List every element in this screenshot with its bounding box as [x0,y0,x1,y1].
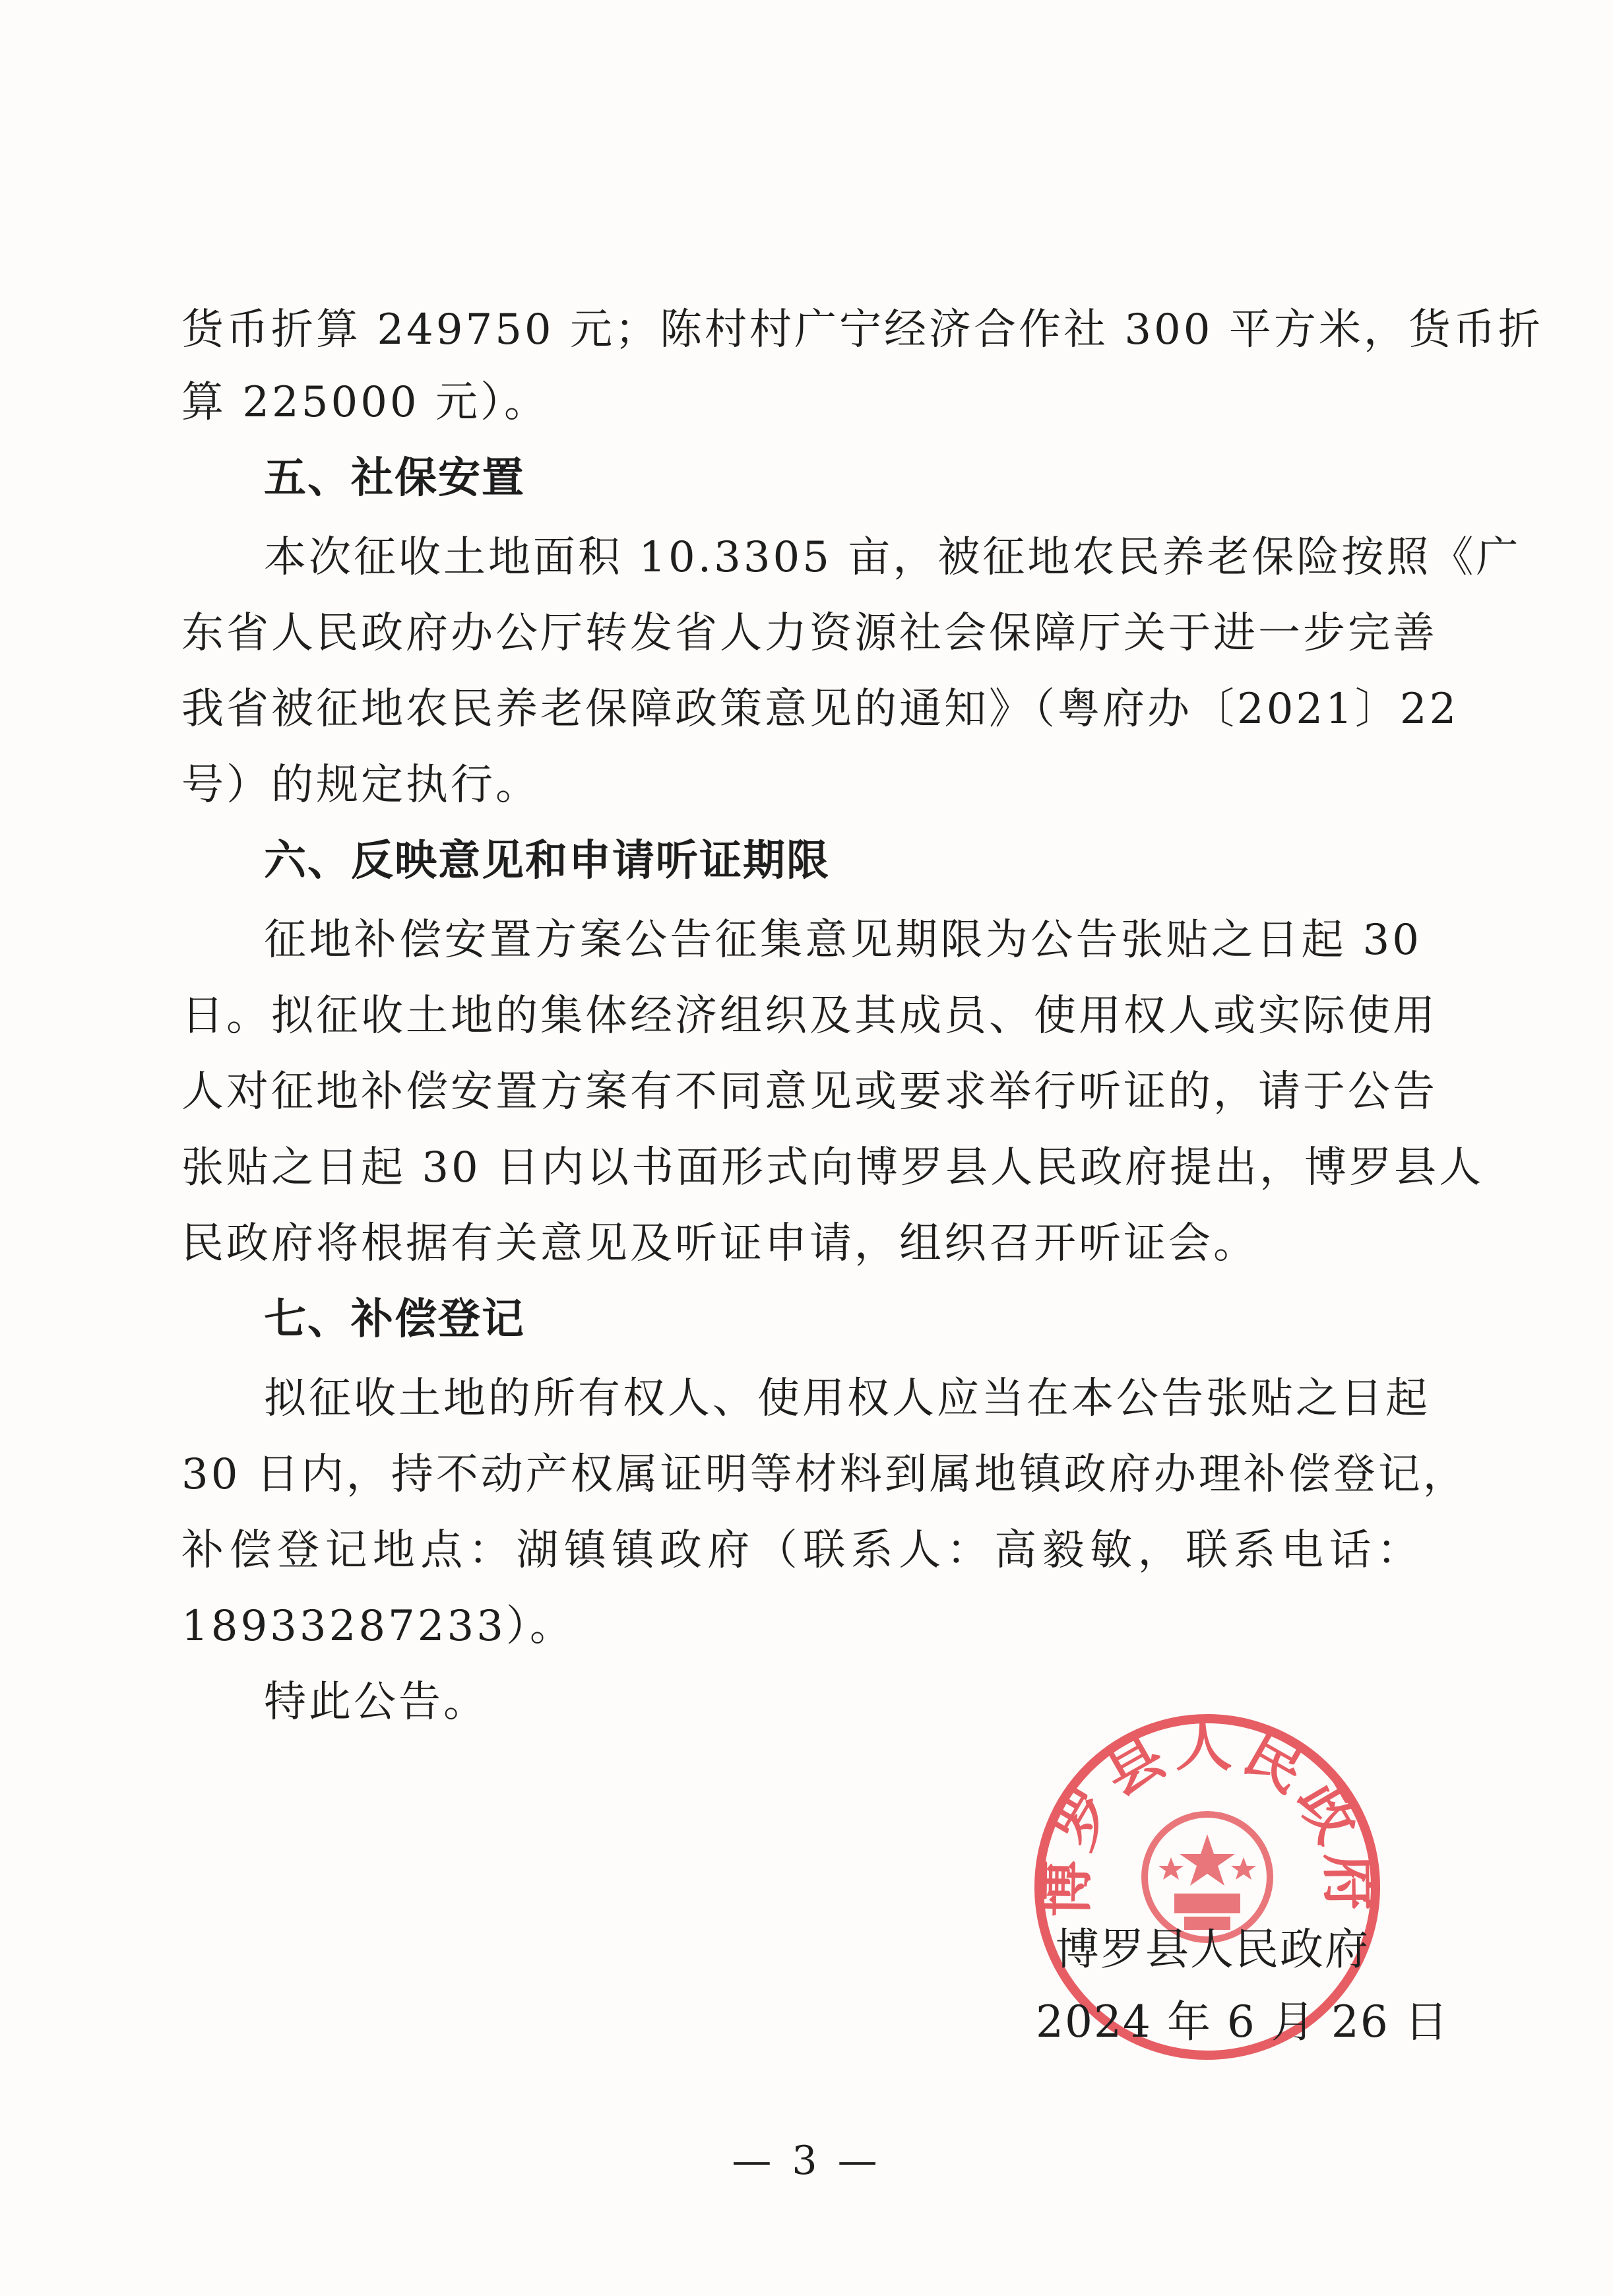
page-number: — 3 — [732,2138,881,2184]
paragraph-line: 民政府将根据有关意见及听证申请，组织召开听证会。 [181,1219,1258,1268]
seal-text: 博罗县人民政府 [1032,1712,1383,1917]
paragraph-line: 东省人民政府办公厅转发省人力资源社会保障厅关于进一步完善 [181,609,1438,658]
paragraph-line: 人对征地补偿安置方案有不同意见或要求举行听证的，请于公告 [181,1068,1438,1116]
signature-organization: 博罗县人民政府 [1056,1924,1370,1975]
section-heading-social-security: 五、社保安置 [264,454,525,503]
paragraph-line: 30 日内，持不动产权属证明等材料到属地镇政府办理补偿登记， [181,1450,1468,1499]
paragraph-line: 号）的规定执行。 [181,761,540,810]
paragraph-line: 拟征收土地的所有权人、使用权人应当在本公告张贴之日起 [264,1374,1430,1423]
paragraph-line: 日。拟征收土地的集体经济组织及其成员、使用权人或实际使用 [181,992,1438,1040]
national-emblem-icon [1145,1814,1270,1940]
paragraph-line: 货币折算 249750 元；陈村村广宁经济合作社 300 平方米，货币折 [181,305,1543,354]
section-heading-feedback-hearing: 六、反映意见和申请听证期限 [264,837,830,885]
section-heading-compensation-registration: 七、补偿登记 [264,1295,525,1344]
paragraph-line: 征地补偿安置方案公告征集意见期限为公告张贴之日起 30 [264,916,1422,965]
paragraph-line: 18933287233）。 [181,1602,575,1651]
paragraph-line: 补偿登记地点：湖镇镇政府（联系人：高毅敏，联系电话： [181,1526,1422,1575]
paragraph-line: 我省被征地农民养老保障政策意见的通知》（粤府办〔2021〕22 [181,685,1459,734]
closing-text: 特此公告。 [264,1678,488,1727]
paragraph-line: 本次征收土地面积 10.3305 亩，被征地农民养老保险按照《广 [264,533,1521,582]
paragraph-line: 算 225000 元）。 [181,378,549,427]
signature-date: 2024 年 6 月 26 日 [1036,1996,1449,2047]
paragraph-line: 张贴之日起 30 日内以书面形式向博罗县人民政府提出，博罗县人 [181,1143,1484,1192]
